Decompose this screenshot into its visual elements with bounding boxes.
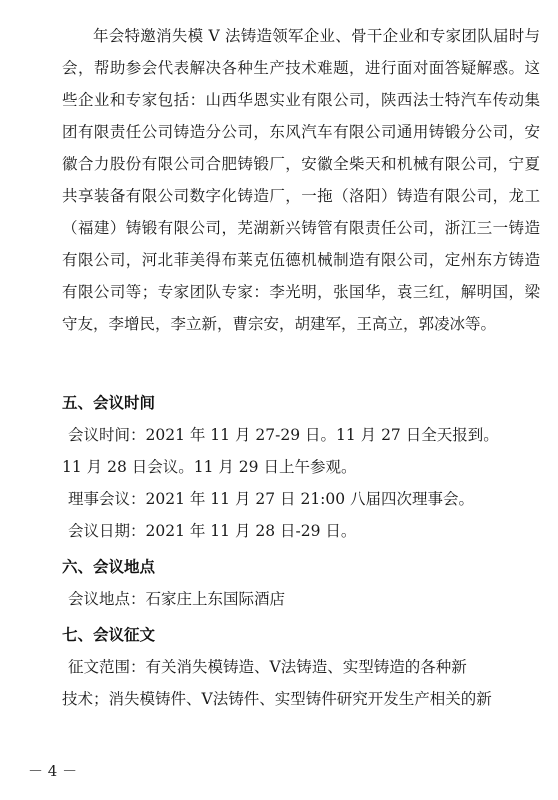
- section-5-heading: 五、会议时间: [62, 394, 156, 412]
- section-6-heading: 六、会议地点: [62, 558, 156, 576]
- intro-paragraph: 年会特邀消失模 V 法铸造领军企业、骨干企业和专家团队届时与会，帮助参会代表解决各种生产技术难题，进行面对面答疑解惑。这些企业和专家包括：山西华恩实业有限公司，陕西法士特汽车传动集团有限责任公司铸造分公司，东风汽车有限公司通用铸锻分公司，安徽合力股份有限公司合肥铸锻厂，安徽全柴天和机械有限公司，宁夏共享装备有限公司数字化铸造厂，一拖（洛阳）铸造有限公司，龙工（福建）铸锻有限公司，芜湖新兴铸管有限责任公司，浙江三一铸造有限公司，河北菲美得布莱克伍德机械制造有限公司，定州东方铸造有限公司等；专家团队专家：李光明，张国华，袁三红，解明国，梁守友，李增民，李立新，曹宗安，胡建军，王高立，郭凌冰等。: [62, 27, 540, 333]
- section-7-line-2: 技术；消失模铸件、V法铸件、实型铸件研究开发生产相关的新: [62, 690, 492, 708]
- section-5-line-1: 会议时间：2021 年 11 月 27-29 日。11 月 27 日全天报到。: [68, 426, 499, 444]
- section-7-line-1: 征文范围：有关消失模铸造、V法铸造、实型铸造的各种新: [68, 658, 467, 676]
- section-7-heading: 七、会议征文: [62, 626, 156, 644]
- section-5-line-2: 11 月 28 日会议。11 月 29 日上午参观。: [62, 458, 357, 476]
- page-number: － 4 －: [28, 762, 78, 780]
- section-5-line-3: 理事会议：2021 年 11 月 27 日 21:00 八届四次理事会。: [68, 490, 475, 508]
- section-6-line-1: 会议地点：石家庄上东国际酒店: [68, 590, 286, 608]
- section-5-line-4: 会议日期：2021 年 11 月 28 日-29 日。: [68, 522, 357, 540]
